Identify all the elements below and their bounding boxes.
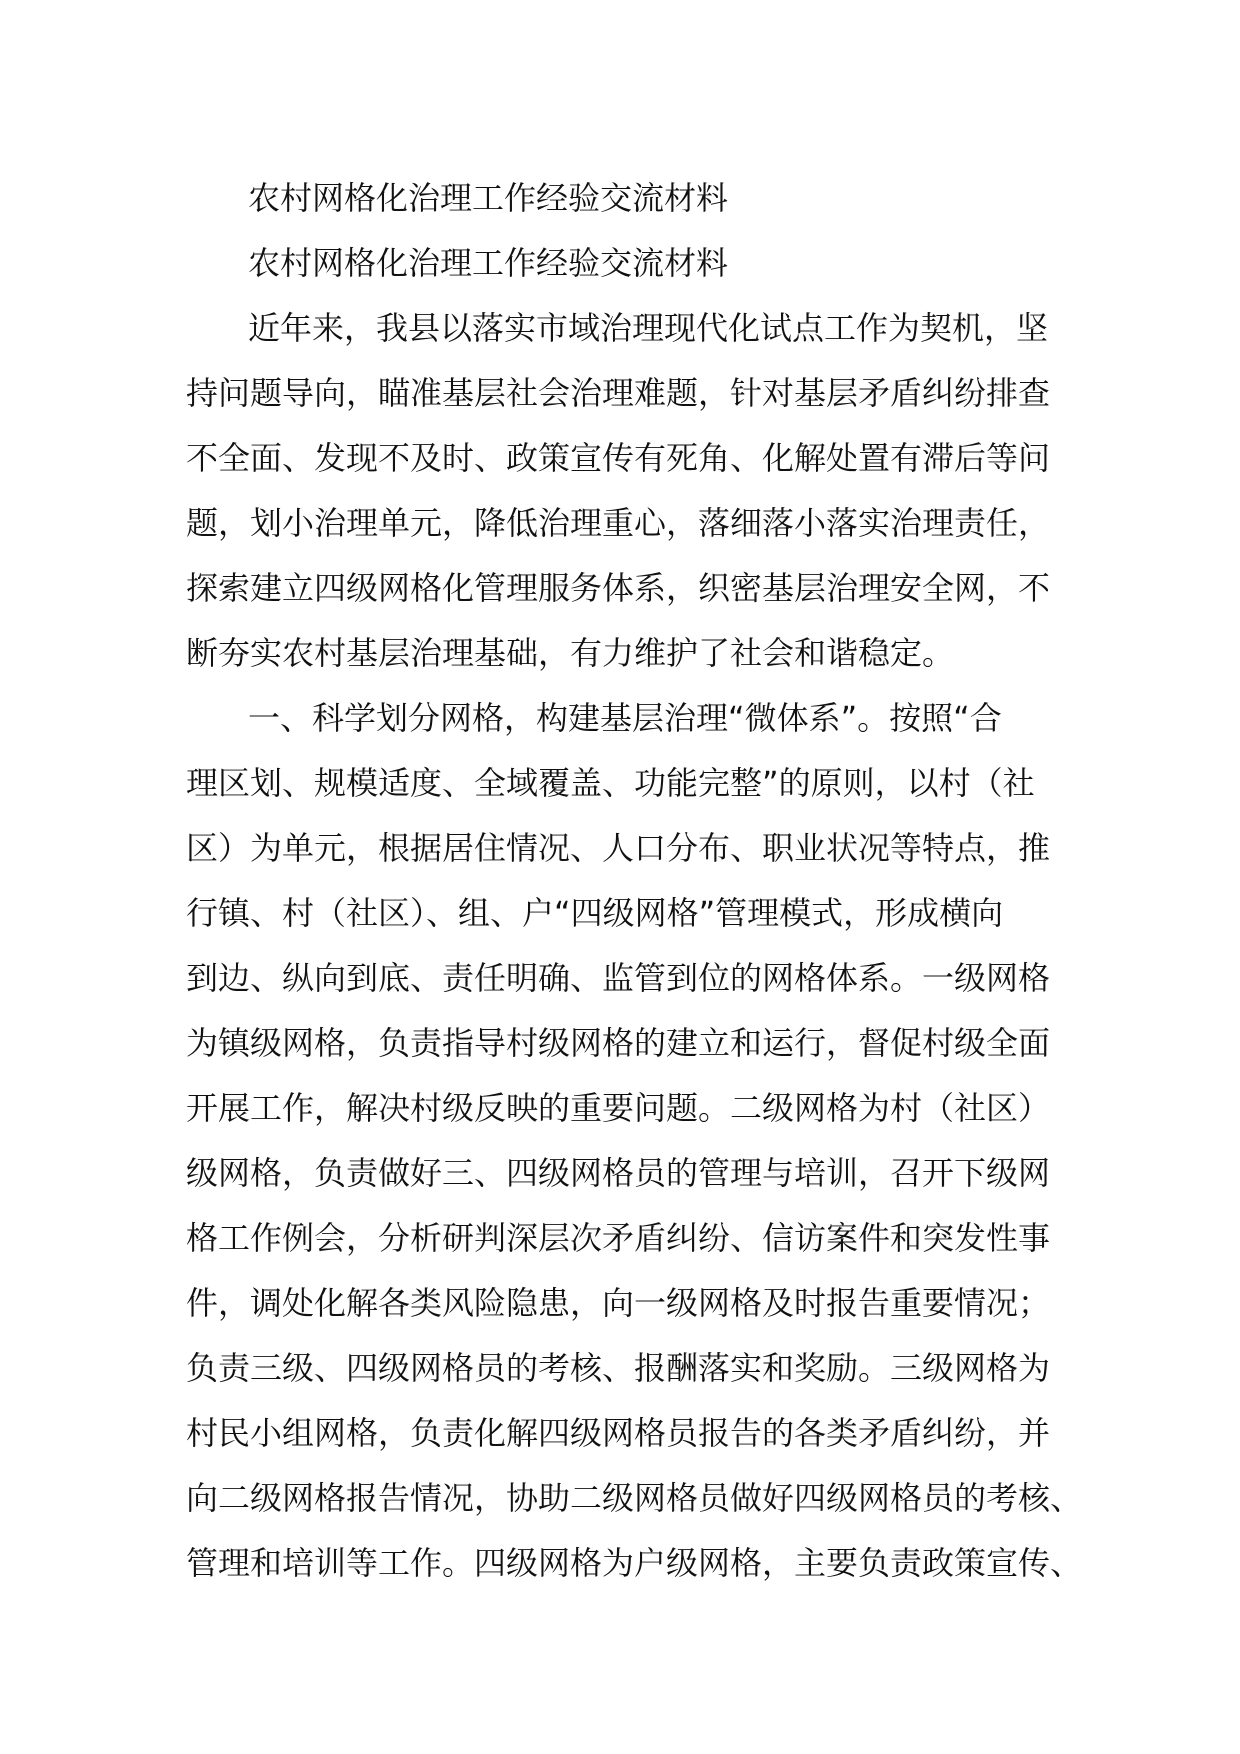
body-line: 到边、纵向到底、责任明确、监管到位的网格体系。一级网格 <box>186 959 1051 997</box>
body-line: 近年来，我县以落实市域治理现代化试点工作为契机，坚 <box>248 309 1049 347</box>
body-line: 管理和培训等工作。四级网格为户级网格，主要负责政策宣传、 <box>186 1544 1083 1582</box>
body-line: 不全面、发现不及时、政策宣传有死角、化解处置有滞后等问 <box>186 439 1051 477</box>
document-title: 农村网格化治理工作经验交流材料 <box>248 179 729 217</box>
body-line: 格工作例会，分析研判深层次矛盾纠纷、信访案件和突发性事 <box>186 1219 1051 1257</box>
document-subtitle: 农村网格化治理工作经验交流材料 <box>248 244 729 282</box>
body-line: 负责三级、四级网格员的考核、报酬落实和奖励。三级网格为 <box>186 1349 1051 1387</box>
body-line: 断夯实农村基层治理基础，有力维护了社会和谐稳定。 <box>186 634 955 672</box>
body-line: 行镇、村（社区）、组、户“四级网格”管理模式，形成横向 <box>186 894 1004 932</box>
body-line: 持问题导向，瞄准基层社会治理难题，针对基层矛盾纠纷排查 <box>186 374 1051 412</box>
body-line: 为镇级网格，负责指导村级网格的建立和运行，督促村级全面 <box>186 1024 1051 1062</box>
body-line: 村民小组网格，负责化解四级网格员报告的各类矛盾纠纷，并 <box>186 1414 1051 1452</box>
body-line: 题，划小治理单元，降低治理重心，落细落小落实治理责任， <box>186 504 1051 542</box>
body-line: 区）为单元，根据居住情况、人口分布、职业状况等特点，推 <box>186 829 1051 867</box>
body-line: 级网格，负责做好三、四级网格员的管理与培训，召开下级网 <box>186 1154 1051 1192</box>
body-line: 一、科学划分网格，构建基层治理“微体系”。按照“合 <box>248 699 1002 737</box>
body-line: 件，调处化解各类风险隐患，向一级网格及时报告重要情况； <box>186 1284 1051 1322</box>
body-line: 探索建立四级网格化管理服务体系，织密基层治理安全网，不 <box>186 569 1051 607</box>
body-line: 向二级网格报告情况，协助二级网格员做好四级网格员的考核、 <box>186 1479 1083 1517</box>
body-line: 理区划、规模适度、全域覆盖、功能完整”的原则，以村（社 <box>186 764 1035 802</box>
body-line: 开展工作，解决村级反映的重要问题。二级网格为村（社区） <box>186 1089 1051 1127</box>
